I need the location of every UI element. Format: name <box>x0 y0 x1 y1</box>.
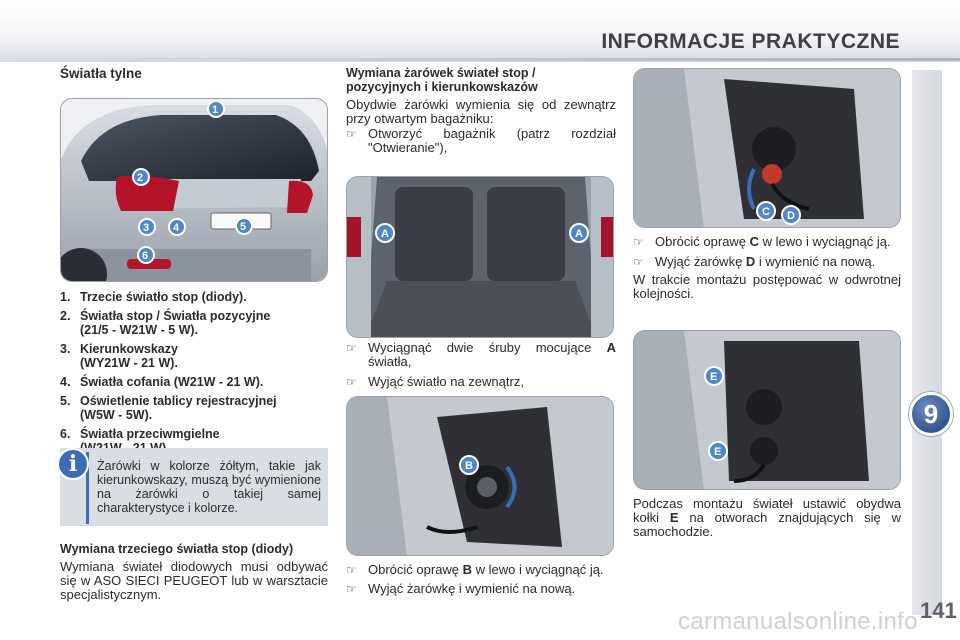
bullet-item: ☞ Wyjąć żarówkę i wymienić na nową. <box>346 581 576 596</box>
svg-text:D: D <box>787 210 795 222</box>
bullet-item: ☞ Wyciągnąć dwie śruby mocujące A światła, <box>346 340 616 369</box>
column-3-text <box>633 235 901 301</box>
svg-text:3: 3 <box>143 222 150 234</box>
svg-text:6: 6 <box>142 250 149 262</box>
bullet-item: ☞ Otworzyć bagażnik (patrz rozdział "Otwieranie"), <box>346 126 616 155</box>
bulb-list <box>60 290 330 460</box>
column-2 <box>346 66 616 155</box>
lamp-b-image <box>346 396 614 556</box>
list-item: 5. Oświetlenie tablicy rejestracyjnej (W5W - 5W). <box>60 394 277 422</box>
svg-text:A: A <box>575 228 583 240</box>
pointing-hand-icon: ☞ <box>346 563 357 577</box>
bullet-item: ☞ Wyjąć żarówkę D i wymienić na nową. <box>633 254 876 269</box>
pointing-hand-icon: ☞ <box>346 582 357 596</box>
svg-text:C: C <box>762 206 770 218</box>
mounting-note <box>633 497 901 539</box>
pointing-hand-icon: ☞ <box>633 235 644 249</box>
list-item: 4. Światła cofania (W21W - 21 W). <box>60 375 264 389</box>
lamp-b-illustration <box>347 397 614 556</box>
svg-text:B: B <box>465 460 473 472</box>
pointing-hand-icon: ☞ <box>346 127 357 141</box>
list-item: 6. Światła przeciwmgielne <box>60 427 220 441</box>
lamp-e-illustration <box>634 331 901 490</box>
page-number: 141 <box>920 598 957 623</box>
svg-text:E: E <box>714 446 722 458</box>
section-title: Światła tylne <box>60 66 142 81</box>
pointing-hand-icon: ☞ <box>346 341 357 355</box>
paragraph: W trakcie montażu postępować w odwrotnej kolejności. <box>633 272 901 301</box>
third-brake-section <box>60 542 328 602</box>
header-divider <box>0 58 960 61</box>
side-strip <box>912 70 942 615</box>
watermark: carmanualsonline.info <box>678 608 918 635</box>
bullets-end <box>346 563 616 596</box>
svg-text:5: 5 <box>240 221 247 233</box>
chapter-badge: 9 <box>909 392 953 436</box>
lamp-e-image <box>633 330 901 490</box>
paragraph: Wymiana świateł diodowych musi odbywać się w ASO SIECI PEUGEOT lub w warsztacie specjalistycznym. <box>60 559 328 602</box>
bullet-item: ☞ Obrócić oprawę B w lewo i wyciągnąć ją. <box>346 562 604 577</box>
list-item: 1. Trzecie światło stop (diody). <box>60 290 247 304</box>
svg-text:E: E <box>710 371 718 383</box>
car-rear-image <box>60 98 328 282</box>
column-1 <box>60 66 330 81</box>
lamp-cd-image <box>633 68 901 228</box>
bullet-item: ☞ Wyjąć światło na zewnątrz, <box>346 374 524 389</box>
svg-text:1: 1 <box>212 104 219 116</box>
info-text: Żarówki w kolorze żółtym, takie jak kierunkowskazy, muszą być wymienione na żarówki o takiej samej charakterystyce i kolorze. <box>97 459 321 515</box>
svg-text:2: 2 <box>137 172 144 184</box>
list-item: 2. Światła stop / Światła pozycyjne (21/5 - W21W - 5 W). <box>60 309 271 337</box>
pointing-hand-icon: ☞ <box>346 375 357 389</box>
svg-text:A: A <box>381 228 389 240</box>
list-item: 3. Kierunkowskazy (WY21W - 21 W). <box>60 342 178 370</box>
paragraph: Podczas montażu świateł ustawić obydwa kołki E na otworach znajdujących się w samochodzie. <box>633 496 902 539</box>
svg-text:4: 4 <box>173 222 180 234</box>
bullet-item: ☞ Obrócić oprawę C w lewo i wyciągnąć ją. <box>633 234 891 249</box>
lamp-cd-illustration <box>634 69 901 228</box>
info-icon: i <box>57 448 89 480</box>
car-rear-illustration <box>61 99 328 282</box>
subsection-title: Wymiana trzeciego światła stop (diody) <box>60 542 294 556</box>
trunk-illustration <box>347 177 614 338</box>
trunk-image <box>346 176 614 338</box>
subsection-title: Wymiana żarówek świateł stop / pozycyjnych i kierunkowskazów <box>346 66 538 94</box>
bullets-mid <box>346 341 616 389</box>
paragraph: Obydwie żarówki wymienia się od zewnątrz przy otwartym bagażniku: <box>346 97 616 126</box>
pointing-hand-icon: ☞ <box>633 255 644 269</box>
page-title: INFORMACJE PRAKTYCZNE <box>601 30 900 53</box>
